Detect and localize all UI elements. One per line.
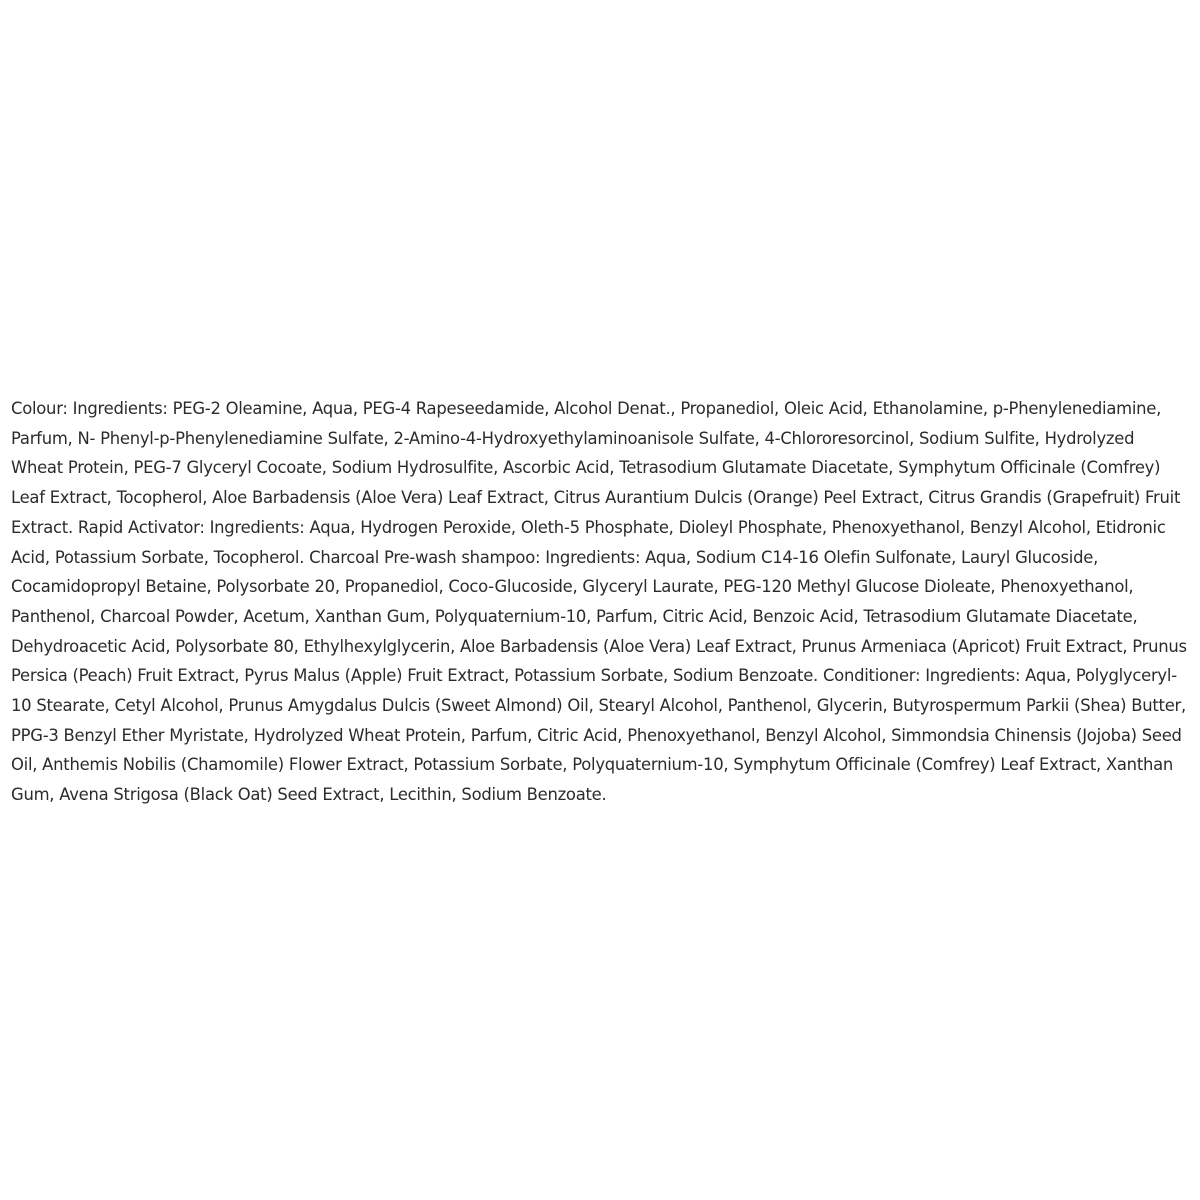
ingredients-text: Colour: Ingredients: PEG-2 Oleamine, Aqua, PEG-4 Rapeseedamide, Alcohol Denat., Propanediol, Oleic Acid, Ethanolamine, p-Phenylenediamine, Parfum, N- Phenyl-p-Phenylenediamine Sulfate, 2-Amino-4-Hydroxyethylaminoanisole Sulfate, 4-Chlororesorcinol, Sodium Sulfite, Hydrolyzed Wheat Protein, PEG-7 Glyceryl Cocoate, Sodium Hydrosulfite, Ascorbic Acid, Tetrasodium Glutamate Diacetate, Symphytum Officinale (Comfrey) Leaf Extract, Tocopherol, Aloe Barbadensis (Aloe Vera) Leaf Extract, Citrus Aurantium Dulcis (Orange) Peel Extract, Citrus Grandis (Grapefruit) Fruit Extract. Rapid Activator: Ingredients: Aqua, Hydrogen Peroxide, Oleth-5 Phosphate, Dioleyl Phosphate, Phenoxyethanol, Benzyl Alcohol, Etidronic Acid, Potassium Sorbate, Tocopherol. Charcoal Pre-wash shampoo: Ingredients: Aqua, Sodium C14-16 Olefin Sulfonate, Lauryl Glucoside, Cocamidopropyl Betaine, Polysorbate 20, Propanediol, Coco-Glucoside, Glyceryl Laurate, PEG-120 Methyl Glucose Dioleate, Phenoxyethanol, Panthenol, Charcoal Powder, Acetum, Xanthan Gum, Polyquaternium-10, Parfum, Citric Acid, Benzoic Acid, Tetrasodium Glutamate Diacetate, Dehydroacetic Acid, Polysorbate 80, Ethylhexylglycerin, Aloe Barbadensis (Aloe Vera) Leaf Extract, Prunus Armeniaca (Apricot) Fruit Extract, Prunus Persica (Peach) Fruit Extract, Pyrus Malus (Apple) Fruit Extract, Potassium Sorbate, Sodium Benzoate. Conditioner: Ingredients: Aqua, Polyglyceryl-10 Stearate, Cetyl Alcohol, Prunus Amygdalus Dulcis (Sweet Almond) Oil, Stearyl Alcohol, Panthenol, Glycerin, Butyrospermum Parkii (Shea) Butter, PPG-3 Benzyl Ether Myristate, Hydrolyzed Wheat Protein, Parfum, Citric Acid, Phenoxyethanol, Benzyl Alcohol, Simmondsia Chinensis (Jojoba) Seed Oil, Anthemis Nobilis (Chamomile) Flower Extract, Potassium Sorbate, Polyquaternium-10, Symphytum Officinale (Comfrey) Leaf Extract, Xanthan Gum, Avena Strigosa (Black Oat) Seed Extract, Lecithin, Sodium Benzoate. <box>11 399 1187 805</box>
